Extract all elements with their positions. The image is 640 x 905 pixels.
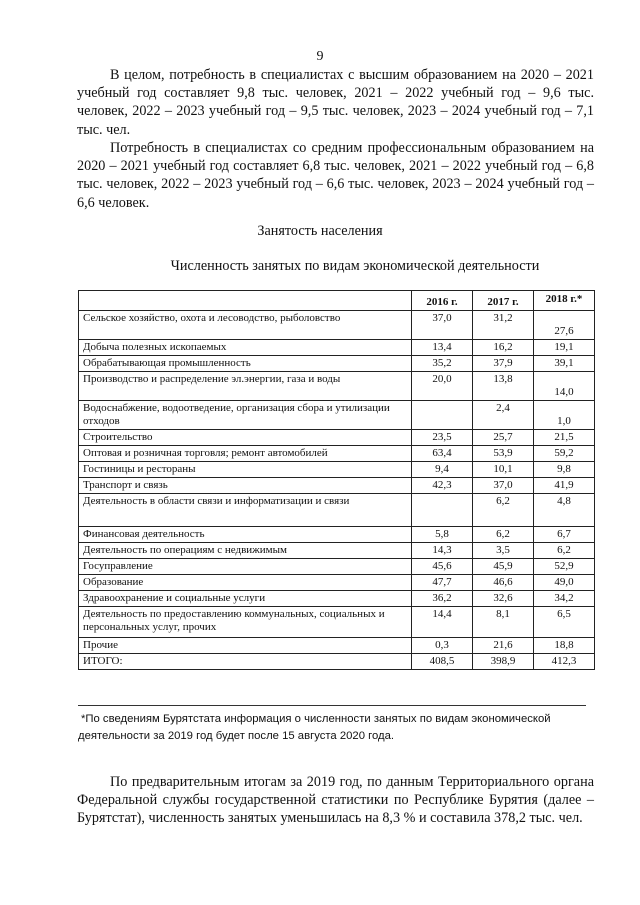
value-2017-cell: 8,1 — [472, 607, 533, 638]
value-2017-cell: 6,2 — [472, 494, 533, 527]
table-row — [79, 401, 595, 430]
activity-cell: Деятельность по операциям с недвижимым — [79, 543, 412, 559]
activity-cell: Здравоохранение и социальные услуги — [79, 591, 412, 607]
value-2017-cell: 53,9 — [472, 446, 533, 462]
value-2016-cell: 63,4 — [411, 446, 472, 462]
table-row — [79, 430, 595, 446]
table-row — [79, 446, 595, 462]
value-2016-cell: 9,4 — [411, 462, 472, 478]
activity-cell: Госуправление — [79, 559, 412, 575]
value-2016-cell — [411, 401, 472, 430]
value-2018-cell: 39,1 — [533, 356, 594, 372]
value-2017-cell: 32,6 — [472, 591, 533, 607]
paragraph-higher-education: В целом, потребность в специалистах с высшим образованием на 2020 – 2021 учебный год составляет 9,8 тыс. человек, 2021 – 2022 учебный год – 9,6 тыс. человек, 2022 – 2023 учебный год – 9,5 тыс. человек, 2023 – 2024 учебный год – 7,1 тыс. чел. — [77, 67, 594, 138]
table-row — [79, 591, 595, 607]
value-2017-cell: 46,6 — [472, 575, 533, 591]
value-2017-cell: 16,2 — [472, 340, 533, 356]
table-row — [79, 638, 595, 654]
value-2016-cell: 13,4 — [411, 340, 472, 356]
value-2016-cell: 42,3 — [411, 478, 472, 494]
value-2018-cell: 59,2 — [533, 446, 594, 462]
activity-cell: Транспорт и связь — [79, 478, 412, 494]
activity-cell: Сельское хозяйство, охота и лесоводство, рыболовство — [79, 311, 412, 340]
value-2018-cell: 52,9 — [533, 559, 594, 575]
header-activity — [79, 291, 412, 311]
value-2018-cell: 41,9 — [533, 478, 594, 494]
table-header-row — [79, 291, 595, 311]
paragraph-vocational-education: Потребность в специалистах со средним профессиональным образованием на 2020 – 2021 учебный год составляет 6,8 тыс. человек, 2021 – 2022 учебный год – 6,8 тыс. человек, 2022 – 2023 учебный год – 6,6 тыс. человек, 2023 – 2024 учебный год – 6,6 человек. — [77, 140, 594, 211]
value-2016-cell: 23,5 — [411, 430, 472, 446]
table-row — [79, 356, 595, 372]
value-2017-cell: 25,7 — [472, 430, 533, 446]
value-2016-cell: 35,2 — [411, 356, 472, 372]
value-2017-cell: 10,1 — [472, 462, 533, 478]
table-row — [79, 654, 595, 670]
activity-cell: Водоснабжение, водоотведение, организация сбора и утилизации отходов — [79, 401, 412, 430]
value-2017-cell: 6,2 — [472, 527, 533, 543]
value-2018-cell: 49,0 — [533, 575, 594, 591]
activity-cell: Обрабатывающая промышленность — [79, 356, 412, 372]
header-2016: 2016 г. — [411, 291, 472, 311]
table-row — [79, 543, 595, 559]
header-2018: 2018 г.* — [533, 291, 594, 311]
value-2016-cell: 37,0 — [411, 311, 472, 340]
value-2017-cell: 2,4 — [472, 401, 533, 430]
value-2016-cell: 0,3 — [411, 638, 472, 654]
value-2016-cell: 20,0 — [411, 372, 472, 401]
table-row — [79, 607, 595, 638]
table-body — [79, 311, 595, 670]
table-row — [79, 575, 595, 591]
value-2018-cell: 6,7 — [533, 527, 594, 543]
activity-cell: Финансовая деятельность — [79, 527, 412, 543]
value-2017-cell: 21,6 — [472, 638, 533, 654]
value-2018-cell: 27,6 — [533, 311, 594, 340]
value-2018-cell: 4,8 — [533, 494, 594, 527]
activity-cell: Гостиницы и рестораны — [79, 462, 412, 478]
value-2016-cell: 36,2 — [411, 591, 472, 607]
value-2016-cell: 14,3 — [411, 543, 472, 559]
value-2017-cell: 398,9 — [472, 654, 533, 670]
activity-cell: Производство и распределение эл.энергии, газа и воды — [79, 372, 412, 401]
value-2017-cell: 31,2 — [472, 311, 533, 340]
paragraph-employment-decline: По предварительным итогам за 2019 год, по данным Территориального органа Федеральной службы государственной статистики по Республике Бурятия (далее – Бурятстат), численность занятых уменьшилась на 8,3 % и составила 378,2 тыс. чел. — [77, 774, 594, 827]
value-2017-cell: 3,5 — [472, 543, 533, 559]
table-row — [79, 340, 595, 356]
value-2018-cell: 412,3 — [533, 654, 594, 670]
value-2016-cell: 408,5 — [411, 654, 472, 670]
value-2018-cell: 14,0 — [533, 372, 594, 401]
table-row — [79, 311, 595, 340]
value-2016-cell: 47,7 — [411, 575, 472, 591]
employment-table — [78, 290, 595, 670]
value-2018-cell: 6,5 — [533, 607, 594, 638]
value-2018-cell: 9,8 — [533, 462, 594, 478]
value-2018-cell: 1,0 — [533, 401, 594, 430]
activity-cell: Образование — [79, 575, 412, 591]
value-2016-cell: 14,4 — [411, 607, 472, 638]
footnote-divider — [78, 705, 586, 706]
header-2017: 2017 г. — [472, 291, 533, 311]
value-2018-cell: 18,8 — [533, 638, 594, 654]
activity-cell: Деятельность в области связи и информатизации и связи — [79, 494, 412, 527]
value-2016-cell: 5,8 — [411, 527, 472, 543]
value-2018-cell: 21,5 — [533, 430, 594, 446]
activity-cell: Деятельность по предоставлению коммунальных, социальных и персональных услуг, прочих — [79, 607, 412, 638]
table-row — [79, 478, 595, 494]
activity-cell: Добыча полезных ископаемых — [79, 340, 412, 356]
table-row — [79, 494, 595, 527]
value-2017-cell: 37,9 — [472, 356, 533, 372]
section-heading: Занятость населения — [257, 223, 383, 239]
value-2017-cell: 37,0 — [472, 478, 533, 494]
table-title: Численность занятых по видам экономической деятельности — [170, 258, 540, 274]
activity-cell: Оптовая и розничная торговля; ремонт автомобилей — [79, 446, 412, 462]
activity-cell: Прочие — [79, 638, 412, 654]
value-2017-cell: 45,9 — [472, 559, 533, 575]
value-2018-cell: 34,2 — [533, 591, 594, 607]
value-2018-cell: 6,2 — [533, 543, 594, 559]
value-2016-cell — [411, 494, 472, 527]
table-row — [79, 559, 595, 575]
value-2018-cell: 19,1 — [533, 340, 594, 356]
page-number: 9 — [316, 49, 324, 64]
activity-cell: Строительство — [79, 430, 412, 446]
value-2016-cell: 45,6 — [411, 559, 472, 575]
table-row — [79, 372, 595, 401]
activity-cell: ИТОГО: — [79, 654, 412, 670]
table-row — [79, 462, 595, 478]
footnote: *По сведениям Бурятстата информация о численности занятых по видам экономической деятельности за 2019 год будет после 15 августа 2020 года. — [78, 713, 551, 742]
value-2017-cell: 13,8 — [472, 372, 533, 401]
table-row — [79, 527, 595, 543]
